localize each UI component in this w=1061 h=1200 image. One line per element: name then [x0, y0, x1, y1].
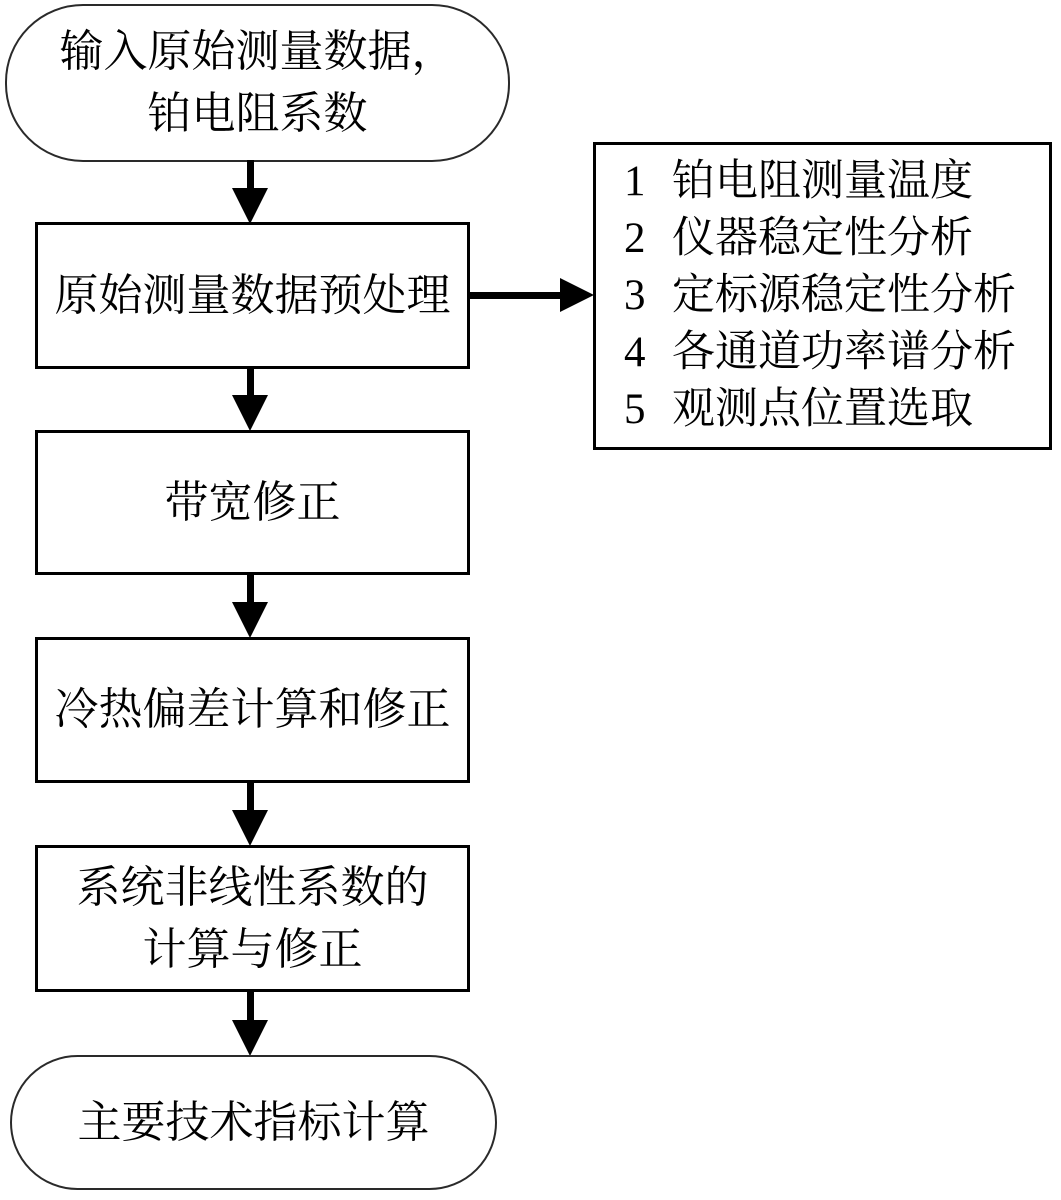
list-item	[624, 384, 1049, 436]
arrow-down-icon	[232, 1020, 268, 1056]
list-item	[624, 156, 1049, 208]
list-item-number: 3	[624, 272, 646, 319]
arrow-down-icon	[232, 602, 268, 638]
arrow-bandwidth-to-coldhot	[232, 575, 268, 638]
preprocess-box	[35, 222, 470, 369]
bandwidth-box	[35, 430, 470, 575]
arrow-start-to-preprocess	[232, 160, 268, 224]
arrow-coldhot-to-nonlinear	[232, 783, 268, 846]
arrow-down-icon	[232, 188, 268, 224]
start-label-line2: 铂电阻系数	[147, 89, 368, 138]
analysis-list-box	[593, 142, 1052, 450]
nonlinear-label-line1: 系统非线性系数的	[76, 862, 429, 912]
arrow-shaft	[247, 575, 254, 602]
list-item-text: 观测点位置选取	[672, 386, 973, 433]
start-terminator	[5, 4, 510, 162]
nonlinear-box	[35, 845, 470, 992]
end-terminator	[10, 1055, 497, 1190]
start-label-line1: 输入原始测量数据，	[59, 27, 456, 76]
list-item-number: 1	[624, 158, 646, 205]
arrow-nonlinear-to-end	[232, 992, 268, 1056]
coldhot-label: 冷热偏差计算和修正	[54, 685, 451, 734]
arrow-shaft	[247, 160, 254, 188]
arrow-preprocess-to-list	[470, 278, 594, 312]
nonlinear-label-line2: 计算与修正	[142, 924, 363, 974]
list-item	[624, 213, 1049, 265]
list-item-text: 定标源稳定性分析	[672, 272, 1016, 319]
arrow-down-icon	[232, 395, 268, 431]
list-item-text: 铂电阻测量温度	[672, 158, 973, 205]
list-item-number: 2	[624, 215, 646, 262]
arrow-shaft	[247, 369, 254, 395]
list-item-text: 各通道功率谱分析	[672, 329, 1016, 376]
arrow-preprocess-to-bandwidth	[232, 369, 268, 431]
end-label: 主要技术指标计算	[77, 1097, 430, 1147]
bandwidth-label: 带宽修正	[164, 477, 341, 527]
list-item	[624, 327, 1049, 379]
coldhot-box	[35, 637, 470, 783]
arrow-right-icon	[560, 278, 594, 312]
arrow-shaft	[247, 783, 254, 810]
list-item-number: 4	[624, 329, 646, 376]
list-item	[624, 270, 1049, 322]
arrow-shaft	[247, 992, 254, 1020]
arrow-down-icon	[232, 810, 268, 846]
preprocess-label: 原始测量数据预处理	[54, 270, 451, 320]
list-item-number: 5	[624, 386, 646, 433]
list-item-text: 仪器稳定性分析	[672, 215, 973, 262]
arrow-shaft	[470, 292, 560, 299]
